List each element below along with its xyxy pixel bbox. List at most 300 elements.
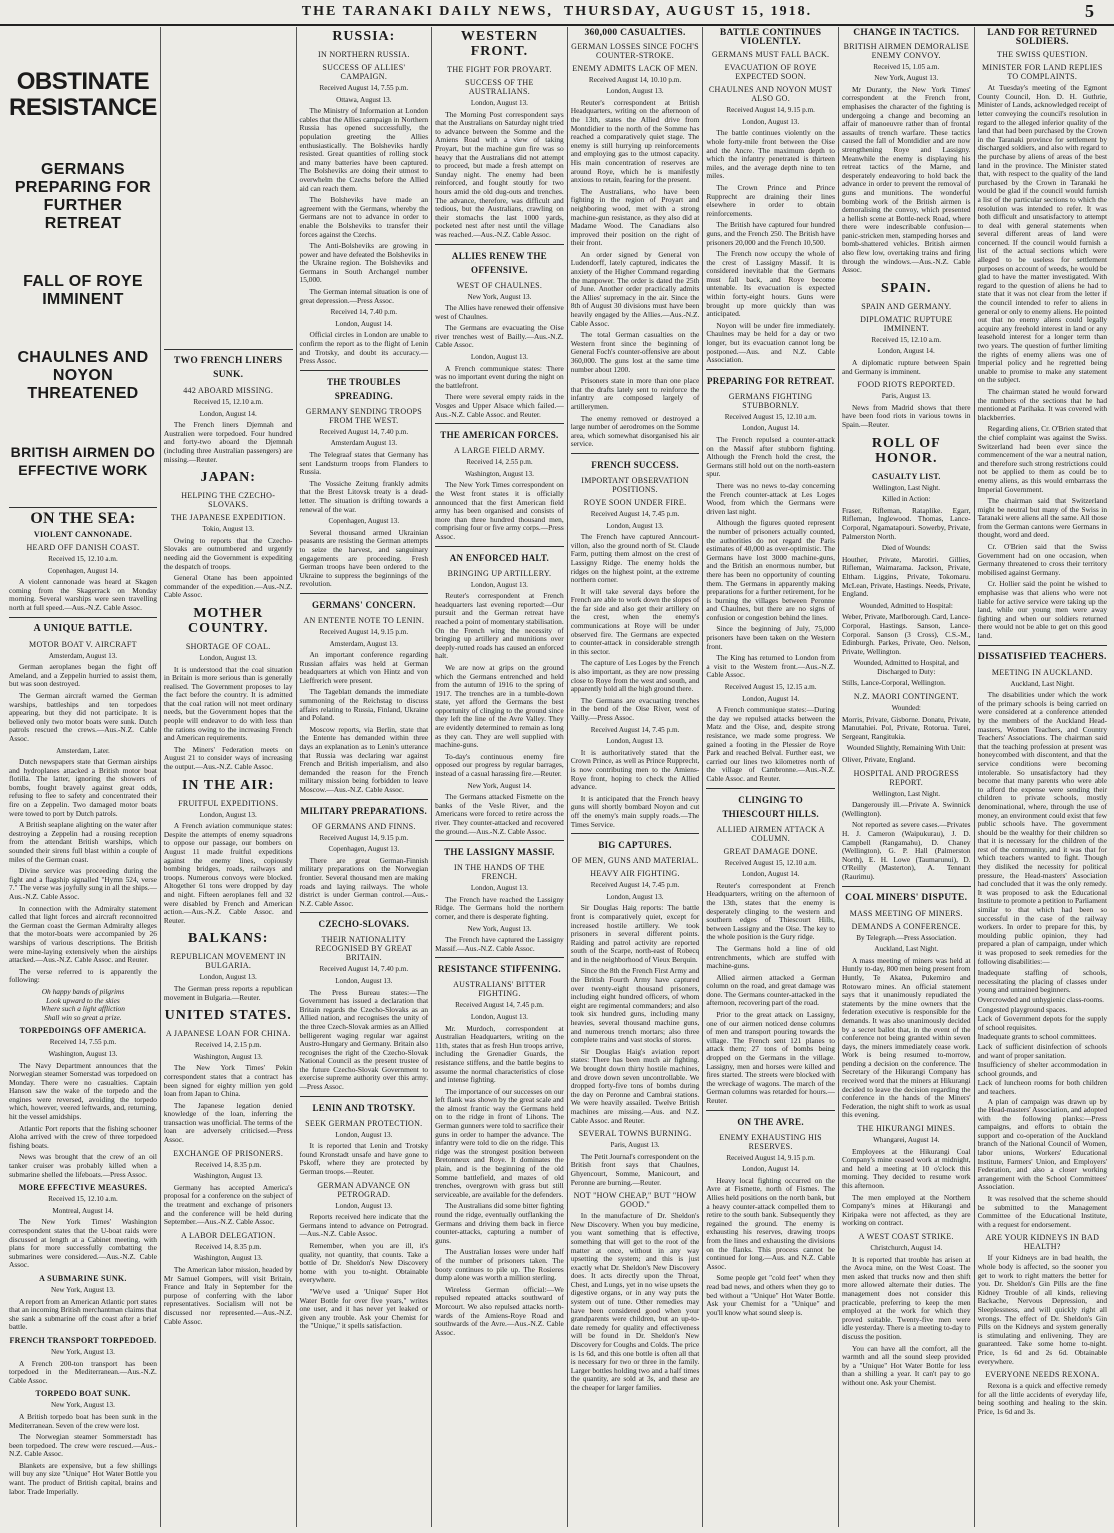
article-paragraph: The French repulsed a counter-attack on the Massif after stubborn fighting. Although the French hold the crest, the Germans still hold out on the north-eastern spur. xyxy=(706,435,835,479)
casualty-list: Oliver, Private, England. xyxy=(841,755,916,765)
dateline: London, August 14. xyxy=(199,409,257,418)
dateline: London, August 13. xyxy=(606,892,664,901)
article-headline: CZECHO-SLOVAKS. xyxy=(300,912,429,931)
dateline: Washington, August 13. xyxy=(193,1052,263,1061)
article-subhead: BRITISH AIRMEN DEMORALISE ENEMY CONVOY. xyxy=(843,41,969,60)
article-paragraph: News from Madrid shows that there have been food riots in various towns in Spain.—Reuter. xyxy=(841,402,971,429)
article-subhead: OF MEN, GUNS AND MATERIAL. xyxy=(571,856,699,866)
masthead xyxy=(0,0,1114,26)
article-headline: 360,000 CASUALTIES. xyxy=(584,28,686,38)
article-subhead: THE FIGHT FOR PROYART. xyxy=(447,65,552,74)
column-4 xyxy=(432,27,568,1527)
received-line: Received August 14, 7.45 p.m. xyxy=(455,1001,544,1010)
article-paragraph: The New York Times' Washington correspondent states that the U-boat raids were discussed at length at a Cabinet meeting, with plans for more successfully combatting the submarines were considered.—Aus.-N.Z. Cable Assoc. xyxy=(9,1217,157,1270)
dateline: New York, August 13. xyxy=(467,292,532,301)
advertisement: Rexona is a quick and effective remedy for all the little accidents of everyday life, being soothing and healing to the skin. Price, 1s 6d and 3s. xyxy=(977,1381,1108,1416)
article-paragraph: Atlantic Port reports that the fishing schooner Aloha arrived with the crew of three torpedoed fishing boats. xyxy=(9,1123,157,1150)
article-subhead: THE JAPANESE EXPEDITION. xyxy=(170,513,286,523)
article-paragraph: The New York Times' Pekin correspondent states that a contract has been signed for eighty million yen gold loan from Japan to China. xyxy=(163,1063,293,1099)
article-paragraph: The disabilities under which the work of the primary schools is being carried on were considered at a conference attended by the members of the Auckland Head-masters, Women Teachers, and Country Teachers' Associations. The chairman said that the teaching profession at present was honeycombed with discontent, and that the service conditions were becoming intolerable. So unsatisfactory had they become that many parents who were able to afford the expense were sending their children to private schools, mostly denominational, where, through the use of money, an environment could exist that few public schools have. The government should be the wealthy for their children so that it is necessary for the children of the rest of the community, and it was that for which teachers wanted to fight. Though they disliked the necessity for political pressure, the Head-masters' Association had concluded that it was the only remedy. It was proposed to ask the Educational Institute to promote a petition to Parliament similar to that which had been so successful in the case of the railway workers. In order to prepare for this, by moulding public opinion, they had prepared a plan of campaign, under which it was proposed to seek remedies for the following disabilities:— xyxy=(977,690,1108,966)
section-heading: BALKANS: xyxy=(188,931,269,947)
dateline: Wellington, Last Night. xyxy=(872,483,941,492)
received-line: Received August 15, 12.10 a.m. xyxy=(724,412,817,421)
dateline: New York, August 13. xyxy=(467,924,532,933)
article-paragraph: The Australians did some bitter fighting round the ridge, eventually outflanking the Germans and driving them back in fierce counter-attacks, capturing a number of guns. xyxy=(435,1201,564,1245)
article-subhead: SUCCESS OF ALLIES' CAMPAIGN. xyxy=(322,63,406,81)
article-subhead: CHAULNES AND NOYON MUST ALSO GO. xyxy=(708,85,833,104)
dateline: London, August 13. xyxy=(470,1012,528,1021)
article-subhead: CASUALTY LIST. xyxy=(871,471,941,481)
article-paragraph: The total German casualties on the Western front since the beginning of General Foch's counter-offensive are about 360,000. The guns lost at the same time number about 1200. xyxy=(570,330,700,374)
article-paragraph: Cr. O'Brien said that the Swiss Government had on one occasion, when Germany threatened to cross their territory mobilised against Germany. xyxy=(977,542,1108,577)
article-headline: A LABOR DELEGATION. xyxy=(181,1230,276,1240)
dateline: London, August 14. xyxy=(877,347,935,356)
article-paragraph: The Tageblatt demands the immediate summoning of the Reichstag to discuss affairs relating to Russia, Finland, Ukraine and Poland. xyxy=(299,687,429,723)
article-headline: SEVERAL TOWNS BURNING. xyxy=(578,1129,692,1139)
column-7 xyxy=(839,27,975,1527)
dateline: London, August 13. xyxy=(606,737,664,746)
dateline: London, August 13. xyxy=(335,1201,393,1210)
article-paragraph: The French have reached the Lassigny Ridge. The Germans hold the northern corner, and there is desperate fighting. xyxy=(435,894,564,921)
article-paragraph: A report from an American Atlantic port states that an incoming British merchantman claims that she sank a submarine off the coast after a brief battle. xyxy=(9,1296,157,1332)
dateline: London, August 13. xyxy=(199,810,257,819)
advertisement-headline: ARE YOUR KIDNEYS IN BAD HEALTH? xyxy=(985,1233,1100,1252)
dateline: London, August 13. xyxy=(470,353,528,362)
received-line: Received August 14, 7.40 p.m. xyxy=(319,427,409,436)
received-line: Received August 14, 7.45 p.m. xyxy=(590,725,680,734)
list-item: Inadequate grants to school committees. xyxy=(977,1032,1097,1042)
article-paragraph: The German aircraft warned the German warships, battleships and ten torpedoes appearing, but they did not participate. It is believed only two motor boats were sunk. Dutch patrols rescued the crews.—Aus.-N.Z. Cable Assoc. xyxy=(9,690,157,743)
dateline: Amsterdam, Later. xyxy=(56,746,110,755)
article-paragraph: A British seaplane alighting on the water after destroying a Zeppelin had a rousing reception from the attendant British warships, which sounded their sirens full blast within a couple of miles of the German coast. xyxy=(9,820,157,864)
article-subhead: ENEMY ADMITS LACK OF MEN. xyxy=(572,63,698,73)
dateline: Copenhagen, August 14. xyxy=(47,566,119,575)
article-paragraph: Since the 8th the French First Army and the British Fourth Army have captured over twenty-eight thousand prisoners, including eight hundred officers, of whom eight are regimental commanders; and also took six hundred guns, including many heavies, several thousand machine guns, and numerous trench mortars; also three complete trains and vast stocks of stores. xyxy=(570,966,700,1045)
dateline: Tokio, August 13. xyxy=(202,525,254,534)
article-paragraph: The German internal situation is one of great depression.—Press Assoc. xyxy=(299,287,429,305)
article-paragraph: Reuter's correspondent at British Headquarters, writing on the afternoon of the 13th, states the Allied drive from Montdidier to the north of the Somme has reached a comparatively quiet stage. The enemy is still hurrying up reinforcements and employing gas to the utmost capacity. His main concentration of reserves are around Roye, which he is manifestly anxious to retain, fearing for the present. xyxy=(570,97,700,185)
list-item: Insufficiency of shelter accommodation in school grounds, and xyxy=(977,1060,1108,1078)
article-paragraph: The Australian losses were under half of the number of prisoners taken. The booty continues to pile up. The Rosieres dump alone was worth a million sterling. xyxy=(435,1247,564,1283)
article-paragraph: A British torpedo boat has been sunk in the Mediterranean. Seven of the crew were lost. xyxy=(9,1411,157,1430)
dateline: Amsterdam, August 13. xyxy=(48,651,118,660)
article-headline: FRENCH SUCCESS. xyxy=(571,453,700,472)
section-heading: MOTHER COUNTRY. xyxy=(187,605,269,636)
article-subhead: HOSPITAL AND PROGRESS REPORT. xyxy=(853,768,959,787)
received-line: Received August 14, 9.15 p.m. xyxy=(726,106,815,115)
article-subhead: ROYE SOON UNDER FIRE. xyxy=(583,497,687,507)
dateline: London, August 13. xyxy=(470,580,528,589)
newspaper-title: THE TARANAKI DAILY NEWS, xyxy=(301,4,553,19)
article-paragraph: Regarding aliens, Cr. O'Brien stated that the chief complaint was against the Swiss. Switzerland had been ever since the commencement of the war a neutral nation, and therefore such strong restrictions could not be applied to them as could be to enemy aliens, as this would embarrass the Imperial Government. xyxy=(977,424,1108,494)
article-headline: GERMAN ADVANCE ON PETROGRAD. xyxy=(317,1180,411,1199)
article-paragraph: The British have captured four hundred guns, and the French 250. The British have prisoners 20,000 and the French 10,500. xyxy=(706,220,835,247)
lead-subhead-1: GERMANS PREPARING FOR FURTHER RETREAT xyxy=(14,161,151,232)
dateline: London, August 13. xyxy=(199,973,257,982)
section-heading: SPAIN. xyxy=(881,280,932,296)
article-paragraph: It was resolved that the scheme should be submitted to the Management Committee of the Educational Institute, with a request for endorsement. xyxy=(977,1194,1108,1229)
article-paragraph: Heavy local fighting occurred on the Avre at Fismette, north of Fismes. The Allies held positions on the north bank, but a heavy counter-attack compelled them to retire to the south bank. Subsequently they regained the ground. The enemy is exhausting his reserves, drawing troops from the lines and exhausting the divisions on the flanks. This process cannot be continued for long.—Aus. and N.Z. Cable Assoc. xyxy=(706,1175,835,1271)
dateline: London, August 14. xyxy=(335,319,393,328)
casualty-category: Wounded: xyxy=(891,704,921,713)
article-paragraph: Moscow reports, via Berlin, state that the Entente has demanded within three days an explanation as to Lenin's utterance that Russia was declaring war against French and British imperialism, and also demanded the reason for the French military mission being forbidden to leave Moscow.—Aus.-N.Z. Cable Assoc. xyxy=(299,724,429,794)
article-paragraph: The Telegraaf states that Germany has sent Landsturm troops from Flanders to Russia. xyxy=(299,450,429,477)
article-paragraph: It will take several days before the French are able to work down the slopes of the far side and also get their artillery on the crest, when the enemy's communications at Roye will be under observed fire. The Germans are expected to counter-attack in considerable strength in this sector. xyxy=(570,586,700,656)
list-item: Inadequate staffing of schools, necessitating the placing of classes under young and untrained beginners. xyxy=(977,968,1108,995)
article-headline: A UNIQUE BATTLE. xyxy=(9,617,157,636)
article-paragraph: The King has returned to London from a visit to the Western front.—Aus.-N.Z. Cable Assoc. xyxy=(706,653,835,680)
casualty-category: Wounded, Admitted to Hospital, and Discharged to Duty: xyxy=(853,659,959,676)
article-subhead: OF GERMANS AND FINNS. xyxy=(311,821,416,831)
article-subhead: VIOLENT CANNONADE. xyxy=(33,530,133,539)
article-subhead: GERMAN LOSSES SINCE FOCH'S COUNTER-STROKE. xyxy=(571,41,699,60)
section-heading: JAPAN: xyxy=(200,470,256,486)
article-paragraph: It is authoritatively stated that the Crown Prince, as well as Prince Rupprecht, is now contributing men to the Amiens-Roye front, hoping to check the Allied advance. xyxy=(570,747,700,792)
article-headline: RESISTANCE STIFFENING. xyxy=(435,957,564,976)
received-line: Received August 14, 9.15 p.m. xyxy=(319,833,409,842)
article-paragraph: The Germans are evacuating trenches in the bend of the Oise River, west of Vailly.—Press Assoc. xyxy=(570,695,700,722)
article-subhead: MINISTER FOR LAND REPLIES TO COMPLAINTS. xyxy=(981,63,1103,82)
casualty-list: Houther, Private, Marotiri. Gillies, Rifleman, Waimarama. Jackson, Private, Eltham. Liggins, Private, Tokomaru. McLean, Private, Hastings. Needs, Private, England. xyxy=(841,554,971,599)
received-line: Received 14, 2.55 p.m. xyxy=(466,458,533,467)
article-paragraph: The Press Bureau states:—The Government has issued a declaration that Britain regards the Czecho-Slovaks as an Allied nation, and recognises the unity of the three Czech-Slovak armies as an Allied belligerent waging regular war against Austro-Hungary and Germany. Britain also recognises the right of the Czecho-Slovak National Council as the present trustee of the future Czecho-Slovak Government to exercise supreme authority over this army.—Press Assoc. xyxy=(299,987,429,1092)
article-headline: ALLIES RENEW THE OFFENSIVE. xyxy=(435,244,564,277)
article-paragraph: The Japanese legation denied knowledge of the loan, inferring the transaction was unofficial. The terms of the loan are adversely criticised.—Press Assoc. xyxy=(163,1100,293,1145)
article-headline: THE TROUBLES SPREADING. xyxy=(300,370,429,403)
article-paragraph: A French 200-ton transport has been torpedoed in the Mediterranean.—Aus.-N.Z. Cable Assoc. xyxy=(9,1358,157,1385)
column-5 xyxy=(568,27,704,1527)
article-paragraph: Employees at the Hikurangi Coal Company's mine ceased work at midnight, and held a meeting at 10 o'clock this morning. They decided to resume work this afternoon. xyxy=(841,1146,971,1190)
article-subhead: HELPING THE CZECHO-SLOVAKS. xyxy=(181,491,276,510)
article-subhead: AUSTRALIANS' BITTER FIGHTING. xyxy=(453,980,546,999)
dateline: Washington, August 13. xyxy=(193,1172,263,1181)
dateline: Ottawa, August 13. xyxy=(336,95,392,104)
article-subhead: WEST OF CHAULNES. xyxy=(456,280,543,290)
article-paragraph: An order signed by General von Ludendorff, lately captured, indicates the anxiety of the Higher Command regarding the manpower. The order is dated the 25th of June. Another order practically admits the Allies' supremacy in the air. Since the 8th of August 30 divisions must have been heavily engaged by the Allies.—Aus.-N.Z. Cable Assoc. xyxy=(570,249,700,328)
dateline: New York, August 13. xyxy=(51,1347,115,1356)
article-subhead: 442 ABOARD MISSING. xyxy=(183,386,274,395)
received-line: Received August 15, 12.15 a.m. xyxy=(724,683,817,692)
list-item: Congested playground spaces. xyxy=(977,1004,1068,1014)
dateline: London, August 13. xyxy=(199,653,257,662)
article-headline: TWO FRENCH LINERS SUNK. xyxy=(164,349,293,382)
article-subhead: SEEK GERMAN PROTECTION. xyxy=(305,1118,423,1128)
list-item: Lack of sufficient disinfection of schools and want of proper sanitation. xyxy=(977,1041,1108,1060)
section-heading: WESTERN FRONT. xyxy=(460,29,538,59)
article-headline: THE LASSIGNY MASSIF. xyxy=(435,840,564,859)
casualty-category: Died of Wounds: xyxy=(881,544,931,553)
article-paragraph: A diplomatic rupture between Spain and Germany is imminent. xyxy=(841,358,971,376)
article-paragraph: The Crown Prince and Prince Rupprecht are draining their lines elsewhere in order to obtain reinforcements. xyxy=(706,182,835,218)
received-line: Received August 14, 9.15 p.m. xyxy=(726,1153,815,1162)
article-subhead: AN ENTENTE NOTE TO LENIN. xyxy=(303,615,425,625)
article-paragraph: The importance of our successes on our left flank was shown by the great scale and the almost frantic way the Germans held on to the ridge in front of Lihons. The German gunners were told to sacrifice their guns in order to hamper the advance. The infantry were told to die on the ridge. This ridge was the strongest position between Bretonneux and Roye. It dominates the plain, and is the beginning of the old Somme battlefield, and mazes of old trenches, overgrown with grass but still serviceable, are available for the defenders. xyxy=(435,1086,564,1199)
column-3 xyxy=(297,27,433,1527)
article-paragraph: Since the beginning of July, 75,000 prisoners have been taken on the Western front. xyxy=(706,624,835,651)
article-paragraph: The Navy Department announces that the Norwegian steamer Somerstad was torpedoed on Monday. There were no casualties. Captain Hanson saw the wake of the torpedo and the engines were reversed, avoiding the torpedo which, however, veered leftwards, and, returning, hit the vessel amidships. xyxy=(9,1060,157,1122)
column-8 xyxy=(975,27,1110,1527)
article-headline: CLINGING TO THIESCOURT HILLS. xyxy=(706,788,835,821)
dateline: Copenhagen, August 13. xyxy=(328,845,400,854)
article-headline: THE AMERICAN FORCES. xyxy=(435,423,564,442)
article-headline: A SUBMARINE SUNK. xyxy=(39,1273,127,1283)
dateline: Washington, August 13. xyxy=(48,1049,118,1058)
article-paragraph: The American labor mission, headed by Mr Samuel Gompers, will visit Britain, France and Italy in September for the purpose of conferring with the labor representatives. Socialism will not be discussed nor represented.—Aus.-N.Z. Cable Assoc. xyxy=(163,1265,293,1326)
article-paragraph: Noyon will be under fire immediately. Chaulnes may be held for a day or two longer, but its evacuation cannot long be postponed.—Aus. and N.Z. Cable Association. xyxy=(706,320,835,365)
article-subhead: GERMANS FIGHTING STUBBORNLY. xyxy=(728,391,813,410)
article-subhead: IMPORTANT OBSERVATION POSITIONS. xyxy=(581,475,689,494)
article-headline: DISSATISFIED TEACHERS. xyxy=(978,645,1107,664)
article-subhead: MOTOR BOAT V. AIRCRAFT xyxy=(29,639,137,649)
article-paragraph: The Morning Post correspondent says that the Australians on Saturday night tried to advance between the Somme and the Amiens Road with a view of taking Proyart, but the machine gun fire was so heavy that the Australians did not attempt to proceed, but made a fresh attempt on Sunday night. The enemy had been reinforced, and fought stoutly for two hours amid the old dug-outs and trenches. The advance, therefore, was difficult and tedious, but the Australians, crawling on their stomachs the last 1000 yards, pocketed nest after nest until the village was reached.—Aus.-N.Z. Cable Assoc. xyxy=(435,109,564,239)
article-paragraph: Several thousand armed Ukrainian peasants are resisting the German attempts to seize the harvest, and sanguinary engagements are proceeding. Fresh German troops have been ordered to the Ukraine to suppress the beginnings of the revolution. xyxy=(299,527,429,589)
article-paragraph: The Germans are evacuating the Oise river trenches west of Bailly.—Aus.-N.Z. Cable Assoc. xyxy=(435,323,564,350)
article-paragraph: It is reported that trouble has arisen at the Avoca mine, on the West Coast. The men asked that trucks now and then shift more allowed alternate their duties. The management does not consider this practicable, preferring to keep the men employed at the work for which they proved suitable. Twenty-five men were idle yesterday. There is a meeting to-day to discuss the position. xyxy=(841,1254,971,1341)
column-1 xyxy=(6,27,161,1527)
article-subhead: GERMANY SENDING TROOPS FROM THE WEST. xyxy=(305,406,423,425)
article-paragraph: The Vossiche Zeitung frankly admits that the Brest Litovsk treaty is a dead-letter. The situation is drifting towards a renewal of the war. xyxy=(299,478,429,514)
dateline: London, August 13. xyxy=(470,99,528,107)
advertisement: If your Kidneys are in bad health, the whole body is affected, so the sooner you get to work to right matters the better for you. Dr. Sheldon's Gin Pills are the fine Kidney Trouble of all kinds, relieving Backache, Nervous Depression, and Sleeplessness, and will quickly right all wrongs. The effect of Dr. Sheldon's Gin Pills on the Kidneys and system generally is stimulating and enlivening. They are guaranteed. Take some home to-night. Price, 1s 6d and 2s 6d. Obtainable everywhere. xyxy=(977,1253,1108,1366)
article-subhead: N.Z. MAORI CONTINGENT. xyxy=(853,692,959,702)
article-subhead: REPUBLICAN MOVEMENT IN BULGARIA. xyxy=(170,952,286,971)
received-line: Received August 14, 10.10 p.m. xyxy=(588,75,682,84)
dateline: London, August 13. xyxy=(606,521,664,530)
article-paragraph: Owing to reports that the Czecho-Slovaks are outnumbered and urgently needing aid the Government is expediting the despatch of troops. xyxy=(163,535,293,571)
article-paragraph: The capture of Les Loges by the French is also important, as they are now pressing close to Roye from the west and south, and apparently hold all the high ground there. xyxy=(570,658,700,694)
dateline: Auckland, Last Night. xyxy=(1010,679,1075,688)
casualty-list: Fraser, Rifleman, Rataplike. Egarr, Rifleman, Inglewood. Thomas, Lance-Corporal, Ngamatapouri. Sowerby, Private, Palmerston North. xyxy=(841,505,971,541)
dateline: London, August 14. xyxy=(742,424,800,433)
advertisement: "We've used a 'Unique' Super Hot Water Bottle for over five years," writes one user, and it has never yet leaked or given any trouble. Ask your Chemist for the "Unique," it spells satisfaction. xyxy=(299,1286,429,1331)
article-subhead: DEMANDS A CONFERENCE. xyxy=(851,921,961,931)
article-subhead: FOOD RIOTS REPORTED. xyxy=(857,380,956,390)
article-paragraph: The chairman stated he would forward the numbers of the sections that he had mentioned at Parihaka. It was covered with blackberries. xyxy=(977,386,1108,422)
verse-line: Oh happy bands of pilgrims xyxy=(41,986,125,996)
article-headline: BATTLE CONTINUES VIOLENTLY. xyxy=(719,28,822,47)
received-line: Received 15, 1.05 a.m. xyxy=(873,62,940,71)
advertisement-headline: EVERYONE NEEDS REXONA. xyxy=(985,1370,1100,1380)
article-paragraph: News was brought that the crew of an oil tanker cruiser was probably killed when a submarine shelled the lifeboats.—Press Assoc. xyxy=(9,1152,157,1179)
received-line: Received 15, 12.10 a.m. xyxy=(48,1195,118,1204)
article-subhead: A LARGE FIELD ARMY. xyxy=(453,446,545,456)
dateline: Amsterdam August 13. xyxy=(330,439,398,448)
article-paragraph: A French communique states: There was no important event during the night on the battlefront. xyxy=(435,363,564,390)
article-paragraph: Reuter's correspondent at French Headquarters, writing on the afternoon of the 13th, states that the enemy is desperately clinging to the western and southern edges of Thiescourt Hills, between Lassigny and the Oise. The key to the whole position is the Gury ridge. xyxy=(706,880,835,942)
verse-line: Look upward to the skies xyxy=(46,995,120,1005)
article-paragraph: There was no news to-day concerning the French counter-attack at Les Loges Wood, from which the Germans were driven last night. xyxy=(706,480,835,516)
article-subhead: MEETING IN AUCKLAND. xyxy=(991,667,1093,677)
article-paragraph: The French have captured the Lassigny Massif.—Aus.-N.Z. Cable Assoc. xyxy=(435,935,564,953)
article-subhead: GERMANS MUST FALL BACK. xyxy=(711,50,830,60)
article-subhead: FRUITFUL EXPEDITIONS. xyxy=(178,798,279,808)
article-headline: MORE EFFECTIVE MEASURES. xyxy=(18,1183,148,1193)
article-paragraph: German aeroplanes began the fight off Ameland, and a Zeppelin hurried to assist them, but was soon destroyed. xyxy=(9,662,157,689)
article-headline: BIG CAPTURES. xyxy=(571,833,700,852)
dateline: New York, August 13. xyxy=(51,1285,115,1294)
article-paragraph: The Norwegian steamer Sommerstadt has been torpedoed. The crew were rescued.—Aus.-N.Z. Cable Assoc. xyxy=(9,1432,157,1459)
article-paragraph: There are great German-Finnish military preparations on the Norwegian frontier. Several thousand men are making roads and laying railways. The whole district is under German control.—Aus.-N.Z. Cable Assoc. xyxy=(299,855,429,908)
article-paragraph: Although the figures quoted represent the number of prisoners actually counted, the authorities do not regard the Paris estimates of 40,000 as over-optimistic. The Germans have lost 3000 machine-guns, and the British an enormous number, but there has been no opportunity of counting them. The Germans in apparently making preparations for a further retirement, for he is burning the villages between Peronne and Chaulnes, but there are no signs of confusion or congestion behind the lines. xyxy=(706,518,835,622)
article-paragraph: Wireless German official:—We repulsed repeated attacks southward of Morcourt. We also repulsed attacks north-wards of the Amiens-Roye Road and southwards of the Avre.—Aus.-N.Z. Cable Assoc. xyxy=(435,1284,564,1337)
dateline: Whangarei, August 14. xyxy=(873,1136,940,1145)
article-paragraph: A French aviation communique states: Despite the attempts of enemy squadrons to oppose our passage, our bombers on August 11 made fruitful expeditions against the enemy lines, copiously bombing bridges, roads, railways and troops. Numerous convoys were blocked. Altogether 61 tons were dropped by day and night. Fifteen aeroplanes fell and 32 were disabled by French and American action.—Aus.-N.Z. Cable Assoc. and Reuter. xyxy=(163,821,293,925)
article-paragraph: The Allies have renewed their offensive west of Chaulnes. xyxy=(435,303,564,321)
column-spacer xyxy=(164,27,293,345)
article-subhead: HEARD OFF DANISH COAST. xyxy=(26,543,140,552)
article-paragraph: Reports received here indicate that the Germans intend to advance on Petrograd.—Aus.-N.Z. Cable Assoc. xyxy=(299,1212,429,1239)
verse-line: Where such a light affliction xyxy=(41,1004,125,1014)
dateline: London, August 13. xyxy=(742,117,800,126)
article-paragraph: The enemy removed or destroyed a large number of aerodromes on the Somme area, which somewhat disorganised his air service. xyxy=(570,413,700,449)
received-line: Received 14, 2.15 p.m. xyxy=(194,1041,262,1050)
article-subhead: DIPLOMATIC RUPTURE IMMINENT. xyxy=(860,314,953,333)
dateline: Wellington, Last Night. xyxy=(872,789,941,798)
article-paragraph: Mr. Murdoch, correspondent at Australian Headquarters, writing on the 11th, states that as fresh Hun troops arrive, including the Grenadier Guards, the resistance stiffens, and the battle begins to assume the normal characteristics of close and intense fighting. xyxy=(435,1023,564,1085)
article-headline: TORPEDOINGS OFF AMERICA. xyxy=(19,1026,147,1036)
received-line: Received 15, 12.10 a.m. xyxy=(193,398,264,406)
list-item: Lack of luncheon rooms for both children and teachers. xyxy=(977,1078,1108,1096)
dateline: London, August 14. xyxy=(742,870,800,879)
article-subhead: ALLIED AIRMEN ATTACK A COLUMN. xyxy=(716,824,825,843)
dateline: London, August 13. xyxy=(606,87,664,96)
article-paragraph: Germany has accepted America's proposal for a conference on the subject of the treatment and exchange of prisoners and the conference will be held during September.—Aus.-N.Z. Cable Assoc. xyxy=(163,1182,293,1227)
article-paragraph: A violent cannonade was heard at Skagen coming from the Skagerrack on Monday morning. Several warships were seen travelling north at full speed.—Aus.-N.Z. Cable Assoc. xyxy=(9,577,157,612)
article-subhead: ENEMY EXHAUSTING HIS RESERVES. xyxy=(719,1132,822,1151)
article-subhead: EVACUATION OF ROYE EXPECTED SOON. xyxy=(724,63,817,82)
article-paragraph: The French liners Djemnah and Australien were torpedoed. Four hundred and forty-two aboard the Djemnah (including three Australian passengers) are missing.—Reuter. xyxy=(163,420,293,464)
article-paragraph: The battle continues violently on the whole forty-mile front between the Oise and the Ancre. The maximum depth to which the infantry penetrated is thirteen miles, and the average depth nine to ten miles. xyxy=(706,128,835,181)
article-paragraph: To-day's continuous enemy fire opposed our progress by regular barrages, instead of a casual harassing fire.—Reuter. xyxy=(435,751,564,779)
article-subhead: SPAIN AND GERMANY. xyxy=(861,301,952,311)
advertisement: Remember, when you are ill, it's quality, not quantity, that counts. Take a bottle of Dr. Sheldon's New Discovery home with you to-night. Obtainable everywhere. xyxy=(299,1241,429,1285)
article-paragraph: It is understood that the coal situation in Britain is more serious than is generally realised. The Government proposes to lay the fact before the country. It is admitted that the coal ration will not meet ordinary needs, but the Government hopes that the people will endeavor to do with less than the rations owing to the increasing French and American requirements. xyxy=(163,664,293,743)
section-heading: ROLL OF HONOR. xyxy=(871,435,941,466)
article-headline: MILITARY PREPARATIONS. xyxy=(300,799,429,818)
casualty-list: Weber, Private, Marlborough. Card, Lance-Corporal, Hastings. Sanson, Lance-Corporal. Sanson (3 Cross), C.S.-M., Edinburgh. Parkes, Private, Oeo. Nelson, Private, Wellington. xyxy=(841,612,971,656)
dateline: London, August 14. xyxy=(742,1165,800,1174)
article-subhead: IN NORTHERN RUSSIA. xyxy=(317,50,410,59)
article-paragraph: Official circles in London are unable to confirm the report as to the flight of Lenin and Trotsky, and doubt its accuracy.—Press Assoc. xyxy=(299,330,429,366)
column-2 xyxy=(161,27,297,1527)
lead-subhead-4: BRITISH AIRMEN DO EFFECTIVE WORK xyxy=(10,444,156,478)
column-6 xyxy=(703,27,839,1527)
advertisement-headline: NOT "HOW CHEAP," BUT "HOW GOOD." xyxy=(573,1191,697,1210)
article-paragraph: The Miners' Federation meets on August 21 to consider ways of increasing the output.—Aus.-N.Z. Cable Assoc. xyxy=(163,744,293,772)
article-subhead: A JAPANESE LOAN FOR CHINA. xyxy=(165,1029,291,1039)
article-headline: LAND FOR RETURNED SOLDIERS. xyxy=(987,28,1098,47)
issue-date: THURSDAY, AUGUST 15, 1918. xyxy=(563,4,813,19)
article-paragraph: The Ministry of Information at London cables that the Allies campaign in Northern Russia has opened successfully, the population greeting the Allies enthusiastically. The Bolsheviks hardly resisted. Great quantities of rolling stock and many batteries have been captured. The Bolsheviks are doing their utmost to overwhelm the Czechs before the Allied aid can reach them. xyxy=(299,106,429,193)
article-subhead: MASS MEETING OF MINERS. xyxy=(849,908,963,918)
received-line: Received August 15, 12.10 a.m. xyxy=(724,858,817,867)
article-paragraph: General Otane has been appointed commander of the expedition.—Aus.-N.Z. Cable Assoc. xyxy=(163,573,293,600)
article-headline: ON THE AVRE. xyxy=(706,1110,835,1129)
received-line: Received August 14, 7.40 p.m. xyxy=(319,965,409,974)
article-paragraph: The French have captured Anncourt-villon, also the ground north of St. Claude Farm, putting them almost on the crest of Lassigny Ridge. The enemy holds the ridges on the highest point, at the extreme northern corner. xyxy=(570,532,700,585)
article-headline: GERMANS' CONCERN. xyxy=(300,593,429,612)
dateline: London, August 13. xyxy=(335,1130,393,1139)
article-paragraph: It is reported that Lenin and Trotsky found Kronstadt unsafe and have gone to Pskoff, where they are protected by German troops.—Reuter. xyxy=(299,1141,429,1177)
casualty-category: Wounded, Admitted to Hospital: xyxy=(859,601,953,610)
section-heading: UNITED STATES. xyxy=(164,1008,292,1024)
advertisement: You can have all the comfort, all the warmth and all the sound sleep provided by a "Unique" Hot Water Bottle for less than a shilling a year. It can't pay to go without one. Ask your Chemist. xyxy=(841,1343,971,1387)
dateline: Montreal, August 14. xyxy=(52,1206,114,1215)
article-subhead: IN THE HANDS OF THE FRENCH. xyxy=(454,863,545,882)
article-paragraph: Cr. Hollier said the point he wished to emphasise was that aliens who were not liable for active service were taking up the land, while our young men were away fighting and when our soldiers returned there would not be able to get on this good land. xyxy=(977,579,1108,640)
article-headline: CHANGE IN TACTICS. xyxy=(853,28,960,38)
byline: By Telegraph.—Press Association. xyxy=(856,933,957,942)
article-paragraph: A plan of campaign was drawn up by the Head-masters' Association, and adopted with the following planks:—Press campaigns, and efforts to obtain the support and co-operation of the Auckland branch of the National Council of Women, labor unions, Workers' Educational Institute, Farmers' Union, and Employers' Federation, and also a closer working arrangement with the School Committees' Association. xyxy=(977,1096,1108,1192)
article-paragraph: The Germans attacked Fismette on the banks of the Vesle River, and the Americans were forced to retire across the river. They counter-attacked and recovered the ground.—Aus.-N.Z. Cable Assoc. xyxy=(435,792,564,836)
received-line: Received 14, 8.35 p.m. xyxy=(194,1160,262,1169)
article-paragraph: The Australians, who have been fighting in the region of Proyart and neighboring wood, met with a strong machine-gun resistance, as they also did at Madame Wood. The Canadians also improved their position on the right of their front. xyxy=(570,186,700,248)
article-subhead: A WEST COAST STRIKE. xyxy=(858,1231,954,1241)
article-paragraph: The Bolsheviks have made an agreement with the Germans, whereby the Germans are not to advance in order to enable the Bolsheviks to transfer their forces against the Czechs. xyxy=(299,195,429,239)
article-paragraph: In connection with the Admiralty statement called that light forces and aircraft reconnoitred the German coast the German Admiralty alleges that the motor-boats were accompanied by 26 warships of various descriptions. The British were mine-laying extensively when the airships attacked.—Aus.-N.Z. Cable Assoc. and Reuter. xyxy=(9,903,157,965)
casualty-list: Morris, Private, Gisborne. Donatu, Private, Manutahiei. Pol, Private, Rotorua. Turei, Sergeant, Rangitukia. xyxy=(841,714,971,741)
advertisement: In the manufacture of Dr. Sheldon's New Discovery. When you buy medicine, you want something that is effective, something that will get to the root of the matter at once, without in any way upsetting the system; and this is just exactly what Dr. Sheldon's New Discovery does. It acts directly upon the Throat, Chest, and Lungs, yet in no wise upsets the digestive organs, or in any way puts the system out of tune. Other remedies may have been considered good when your grandparents were children, but an up-to-date remedy for quality and effectiveness will be found in Dr. Sheldon's New Discovery for Coughs and Colds. The price is 1s 6d, and this one bottle is often all that is necessary for two or three in the family. Larger bottles holding two and a half times the quantity, are sold at 3s, and these are the cheaper for larger families. xyxy=(570,1211,700,1392)
article-paragraph: Sir Douglas Haig reports: The battle front is comparatively quiet, except for increased hostile artillery. We took prisoners in several different points. Raiding and patrol activity are reported south of the Scarpe, north-east of Robecq and in the neighborhood of Vieux Berquin. xyxy=(570,903,700,964)
dateline: London, August 14. xyxy=(742,694,800,703)
article-paragraph: Divine service was proceeding during the fight and a flagship signalled "Hymn 524, verse 7." The verse was joyfully sung in all the ships.—Aus.-N.Z. Cable Assoc. xyxy=(9,866,157,901)
list-item: Lack of Government depots for the supply of school requisites. xyxy=(977,1014,1108,1032)
casualty-category: Wounded Slightly, Remaining With Unit: xyxy=(846,744,966,753)
article-paragraph: The men employed at the Northern Company's mines at Hikurangi and Kiripaka were not affected, as they are working on contract. xyxy=(841,1192,971,1228)
page-columns xyxy=(6,27,1110,1527)
dateline: Paris, August 13. xyxy=(881,392,931,401)
article-paragraph: Reuter's correspondent at French headquarters last evening reported:—Our pursuit and the German retreat have reached a point of momentary stabilisation. On the French wing the necessity of bringing up artillery and munitions over deeply-rutted roads has caused an enforced halt. xyxy=(435,591,564,661)
received-line: Received 15, 12.10 a.m. xyxy=(48,555,118,563)
article-subhead: HEAVY AIR FIGHTING. xyxy=(590,869,680,879)
advertisement: Some people get "cold feet" when they read bad news, and others when they go to bed without a "Unique" Hot Water Bottle. Ask your Chemist for a "Unique" and you'll know what sound sleep is. xyxy=(706,1273,835,1317)
received-line: Received 15, 12.10 a.m. xyxy=(871,335,942,344)
received-line: Received August 14, 9.15 p.m. xyxy=(319,627,409,636)
article-headline: PREPARING FOR RETREAT. xyxy=(706,369,835,388)
lead-subhead-2: FALL OF ROYE IMMINENT xyxy=(23,273,143,308)
page-number: 5 xyxy=(1085,1,1096,21)
lead-subhead-3: CHAULNES AND NOYON THREATENED xyxy=(17,349,149,402)
article-paragraph: A mass meeting of miners was held at Huntly to-day, 800 men being present from Huntly, Te Akatea, Pukemiro and Rotowaro mines. An official statement says that it unanimously repudiated the statements by the mine owners that the federation executive is responsible for the demands. It was also unanimously decided by a secret ballot that, in the event of the conference not being granted within seven days, the miners immediately cease work. Work is being resumed to-morrow, pending a decision on the conference. The Secretary of the Hikurangi Company has received word that the miners at Hikurangi decided to leave the decision regarding the conference in the hands of the Miners' Federation, the night shift to work as usual this evening. xyxy=(841,955,971,1120)
article-paragraph: Prisoners state in more than one place that the drafts lately sent to reinforce the infantry are composed largely of artillerymen. xyxy=(570,376,700,411)
article-paragraph: It is anticipated that the French heavy guns will shortly bombard Noyon and cut off the enemy's main supply roads.—The Times Service. xyxy=(570,793,700,829)
section-heading: IN THE AIR: xyxy=(181,777,275,793)
dateline: New York, August 13. xyxy=(51,1401,115,1410)
article-paragraph: Mr Duranty, the New York Times' correspondent at the French front, emphasises the character of the fighting is undergoing a change and becoming an affair of manoeuvre rather than of frontal assaults of trench warfare. These tactics caused the fall of Montdidier and are now strengthening Roye and Lassigny. Meanwhile the enemy is displaying his retreat tactics of the Marne, and desperately endeavoring to hold back the advance in order to prevent the removal of guns and munitions. The wonderful bombing work of the British airmen is demoralising the convoy, which presented a hellish scene at Bottle-neck Road, where there were indescribable confusion—panic-stricken men, stampeding horses and bomb-shattered vehicles. British airmen also flew low, overtaking trains and firing through the windows.—Aus.-N.Z. Cable Assoc. xyxy=(841,84,971,275)
list-item: Overcrowded and unhygienic class-rooms. xyxy=(977,994,1104,1004)
received-line: Received August 14, 7.45 p.m. xyxy=(590,881,680,890)
article-subhead: BRINGING UP ARTILLERY. xyxy=(447,568,552,578)
article-paragraph: The French now occupy the whole of the crest of Lassigny Massif. It is considered inevitable that the Germans must fall back, and Roye become untenable. Its evacuation is expected within forty-eight hours. Guns were brought up more quickly than was anticipated. xyxy=(706,249,835,319)
received-line: Received August 14, 7.45 p.m. xyxy=(590,509,680,518)
dateline: Washington, August 13. xyxy=(464,469,534,478)
dateline: Christchurch, August 14. xyxy=(870,1243,943,1252)
dateline: Paris, August 13. xyxy=(610,1141,660,1150)
article-paragraph: Dutch newspapers state that German airships and hydroplanes attacked a British motor boat flotilla. The latter, ignoring the showers of bombs, fought bravely against great odds, refusing to flee to safety and concentrated their fire on a Zeppelin. Two damaged motor boats were towed to port by Dutch patrols. xyxy=(9,757,157,818)
article-headline: FRENCH TRANSPORT TORPEDOED. xyxy=(9,1335,157,1345)
article-paragraph: The Anti-Bolsheviks are growing in power and have defeated the Bolsheviks in the Ukraine region. The Bolsheviks and Germans in South Archangel number 15,000. xyxy=(299,241,429,285)
casualty-list: Stills, Lance-Corporal, Wellington. xyxy=(841,678,946,688)
dateline: Washington, August 13. xyxy=(193,1254,263,1263)
dateline: New York, August 13. xyxy=(874,74,939,83)
article-paragraph: The verse referred to is apparently the following: xyxy=(9,966,157,985)
article-paragraph: Prior to the great attack on Lassigny, one of our airmen noticed dense columns of men and transport pouring towards the village. The French sent 121 planes to attack them; 27 tons of bombs being dropped on the Germans in the village. Lassigny, men and horses were killed and fires started. The streets were blocked with the wreckage of wagons. The march of the German columns was retarded for hours.—Reuter. xyxy=(706,1010,835,1105)
article-paragraph: A French communique states:—During the day we repulsed attacks between the Matz and the Oise, and, despite strong resistance, we made some progress. We gained a footing in the Plessier de Roye Park and reached Belval. Further east, we carried our lines two kilometres north of the village of Cambronne.—Aus.-N.Z. Cable Assoc. and Reuter. xyxy=(706,705,835,783)
article-paragraph: Dangerously ill.—Private A. Swinnick (Wellington). xyxy=(841,800,971,818)
verse-line: Shall win so great a prize. xyxy=(44,1012,122,1022)
article-headline: AN ENFORCED HALT. xyxy=(435,546,564,565)
casualty-category: Killed in Action: xyxy=(882,495,931,504)
